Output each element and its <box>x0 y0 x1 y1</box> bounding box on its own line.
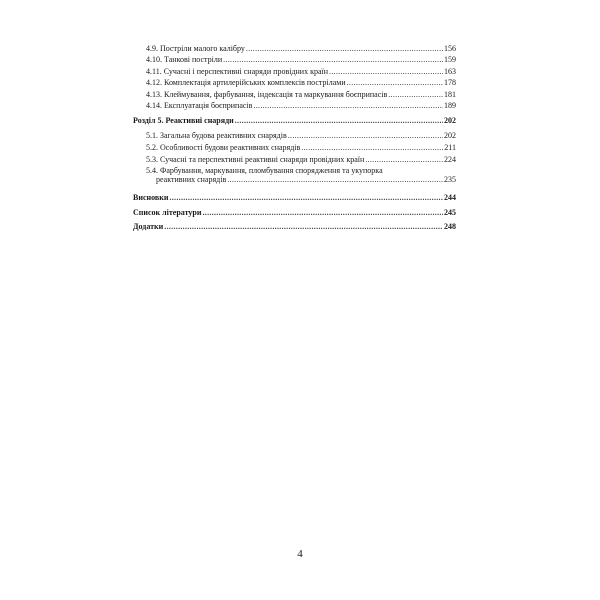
toc-appendices <box>133 222 456 231</box>
toc-leader-dots <box>223 55 443 64</box>
toc-entry-page: 211 <box>444 143 456 152</box>
toc-leader-dots <box>169 193 443 202</box>
toc-entry-page: 163 <box>444 67 456 76</box>
toc-entry-page: 202 <box>444 116 456 125</box>
toc-entry-page: 156 <box>444 44 456 53</box>
toc-leader-dots <box>347 78 443 87</box>
toc-entry-page: 181 <box>444 90 456 99</box>
toc-entry-page: 202 <box>444 131 456 140</box>
toc-leader-dots <box>253 101 443 110</box>
toc-entry-page: 224 <box>444 155 456 164</box>
toc-entry-page: 189 <box>444 101 456 110</box>
toc-leader-dots <box>329 67 443 76</box>
toc-leader-dots <box>388 90 443 99</box>
toc-entry-title: 4.10. Танкові постріли <box>146 55 223 64</box>
toc-entry-title: Додатки <box>133 222 164 231</box>
toc-leader-dots <box>246 44 443 53</box>
toc-entry-5-2 <box>146 143 456 152</box>
toc-entry-title: 5.2. Особливості будови реактивних снарядів <box>146 143 301 152</box>
page-number: 4 <box>297 548 303 560</box>
toc-leader-dots <box>235 116 443 125</box>
toc-leader-dots <box>288 131 443 140</box>
toc-entry-4-11 <box>146 67 456 76</box>
toc-entry-title: 4.11. Сучасні і перспективні снаряди провідних країн <box>146 67 329 76</box>
toc-entry-page: 159 <box>444 55 456 64</box>
toc-entry-4-14 <box>146 101 456 110</box>
toc-entry-4-9 <box>146 44 456 53</box>
toc-entry-title: 5.3. Сучасні та перспективні реактивні снаряди провідних країн <box>146 155 365 164</box>
toc-entry-5-3 <box>146 155 456 164</box>
toc-entry-page: 178 <box>444 78 456 87</box>
toc-entry-title: Розділ 5. Реактивні снаряди <box>133 116 234 125</box>
toc-leader-dots <box>202 208 443 217</box>
toc-leader-dots <box>164 222 443 231</box>
toc-entry-page: 245 <box>444 208 456 217</box>
toc-entry-5-4 <box>146 166 456 184</box>
toc-entry-title: Список літератури <box>133 208 202 217</box>
toc-leader-dots <box>365 155 443 164</box>
toc-entry-title: 5.1. Загальна будова реактивних снарядів <box>146 131 287 140</box>
toc-entry-title: 4.12. Комплектація артилерійських комплексів пострілами <box>146 78 346 87</box>
toc-entry-4-12 <box>146 78 456 87</box>
toc-entry-title-line-1: 5.4. Фарбування, маркування, пломбування спорядження та укупорка <box>146 166 383 175</box>
toc-entry-title: 4.14. Експлуатація боєприпасів <box>146 101 253 110</box>
toc-leader-dots <box>301 143 443 152</box>
toc-leader-dots <box>227 175 443 184</box>
toc-chapter-5 <box>133 116 456 125</box>
toc-conclusions <box>133 193 456 202</box>
toc-entry-5-1 <box>146 131 456 140</box>
toc-references <box>133 208 456 217</box>
toc-entry-title: 4.9. Постріли малого калібру <box>146 44 245 53</box>
toc-entry-4-13 <box>146 90 456 99</box>
toc-entry-4-10 <box>146 55 456 64</box>
toc-entry-title: Висновки <box>133 193 169 202</box>
toc-entry-title-line-2: реактивних снарядів <box>156 175 227 184</box>
toc-entry-title: 4.13. Клеймування, фарбування, індексація та маркування боєприпасів <box>146 90 388 99</box>
toc-entry-page: 244 <box>444 193 456 202</box>
toc-entry-page: 248 <box>444 222 456 231</box>
table-of-contents <box>0 0 600 260</box>
toc-entry-page: 235 <box>444 175 456 184</box>
